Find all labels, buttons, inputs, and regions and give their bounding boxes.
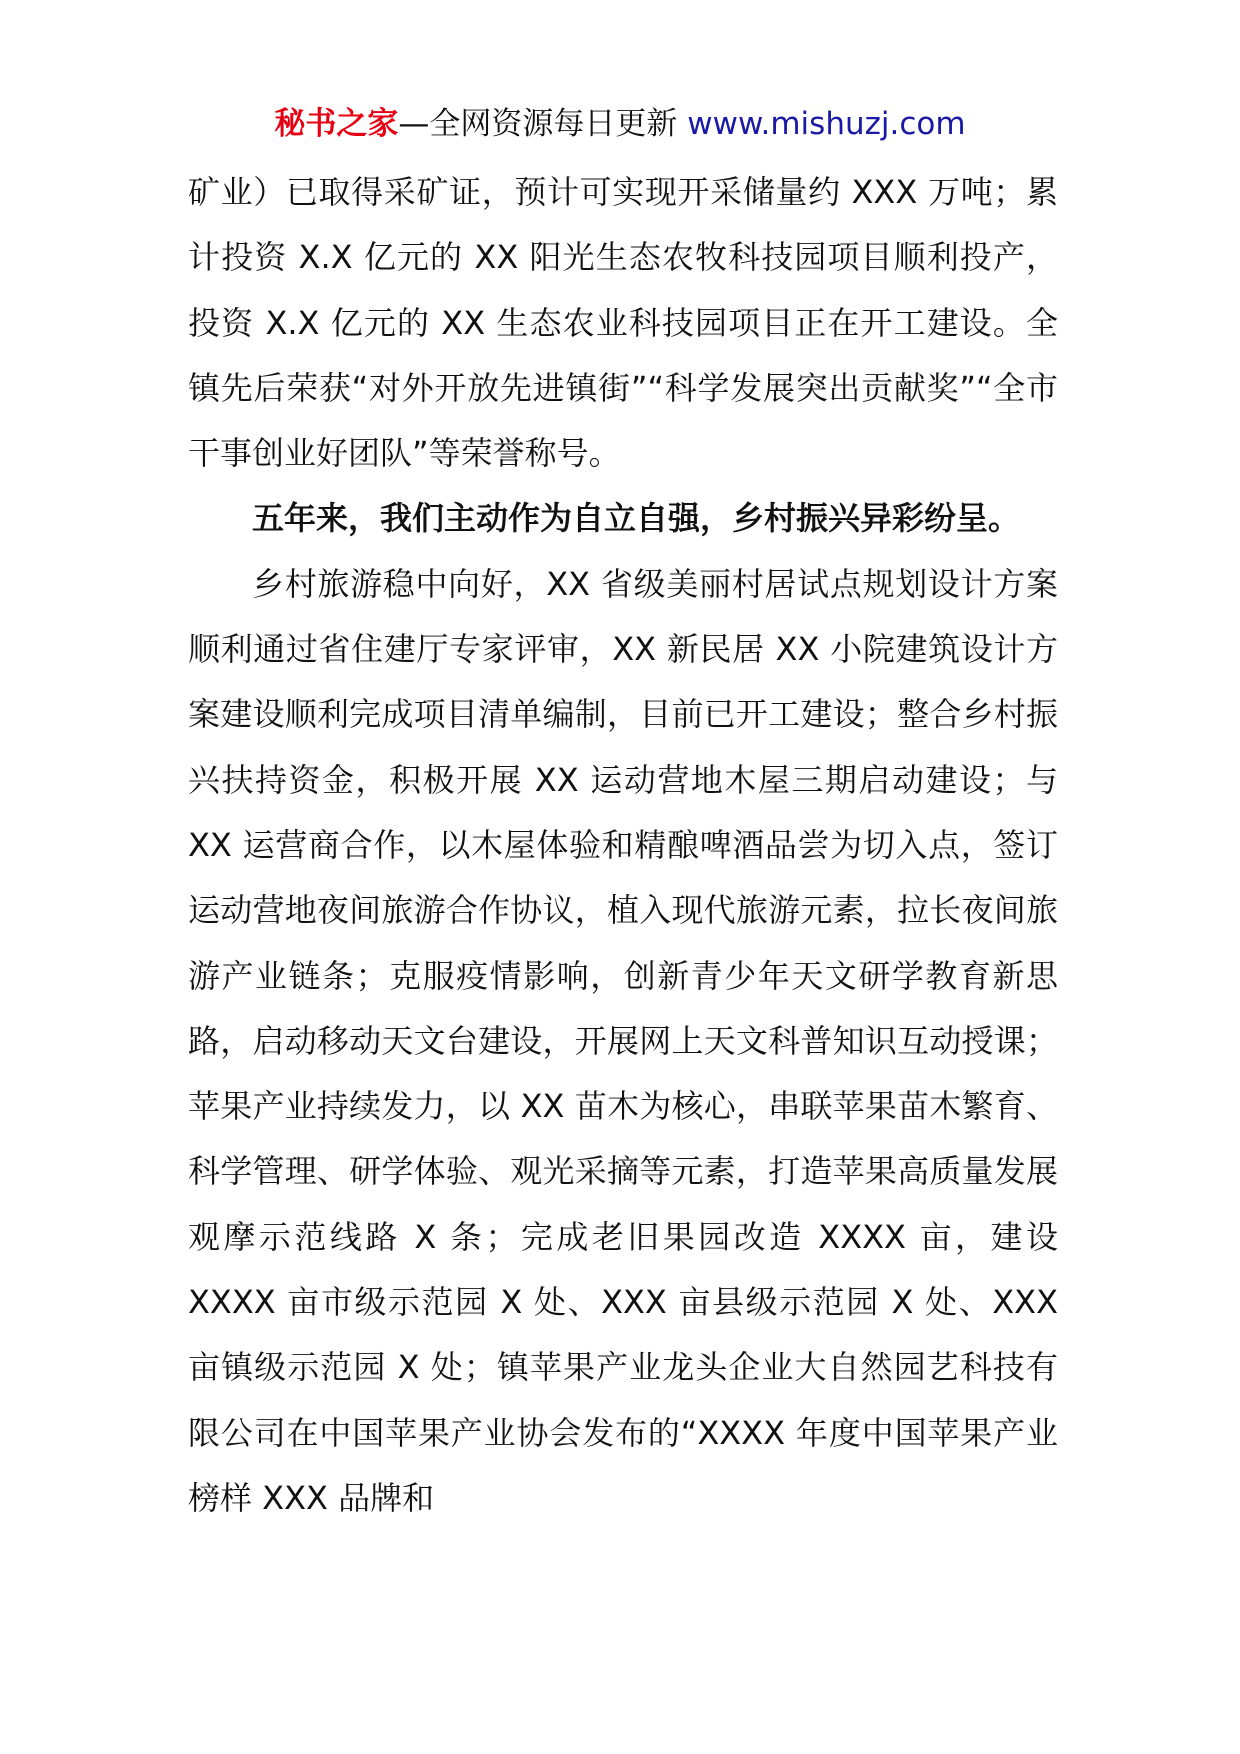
paragraph-rural-tourism: 乡村旅游稳中向好，XX 省级美丽村居试点规划设计方案顺利通过省住建厅专家评审，XX 新民居 XX 小院建筑设计方案建设顺利完成项目清单编制，目前已开工建设；整合乡村振兴扶持资金，积极开展 XX 运动营地木屋三期启动建设；与 XX 运营商合作，以木屋体验和精酿啤酒品尝为切入点，签订运动营地夜间旅游合作协议，植入现代旅游元素，拉长夜间旅游产业链条；克服疫情影响，创新青少年天文研学教育新思路，启动移动天文台建设，开展网上天文科普知识互动授课；苹果产业持续发力，以 XX 苗木为核心，串联苹果苗木繁育、科学管理、研学体验、观光采摘等元素，打造苹果高质量发展观摩示范线路 X 条；完成老旧果园改造 XXXX 亩，建设 XXXX 亩市级示范园 X 处、XXX 亩县级示范园 X 处、XXX 亩镇级示范园 X 处；镇苹果产业龙头企业大自然园艺科技有限公司在中国苹果产业协会发布的“XXXX 年度中国苹果产业榜样 XXX 品牌和: [188, 564, 1058, 1517]
site-url-link[interactable]: www.mishuzj.com: [687, 106, 966, 142]
brand-name: 秘书之家: [274, 106, 399, 142]
document-body: [188, 160, 1058, 1531]
section-heading: 五年来，我们主动作为自立自强，乡村振兴异彩纷呈。: [252, 499, 1021, 538]
header-slogan: —全网资源每日更新: [398, 106, 678, 142]
paragraph-continued: 矿业）已取得采矿证，预计可实现开采储量约 XXX 万吨；累计投资 X.X 亿元的 XX 阳光生态农牧科技园项目顺利投产，投资 X.X 亿元的 XX 生态农业科技园项目正在开工建设。全镇先后荣获“对外开放先进镇街”“科学发展突出贡献奖”“全市干事创业好团队”等荣誉称号。: [188, 173, 1058, 473]
site-header: [0, 102, 1240, 146]
